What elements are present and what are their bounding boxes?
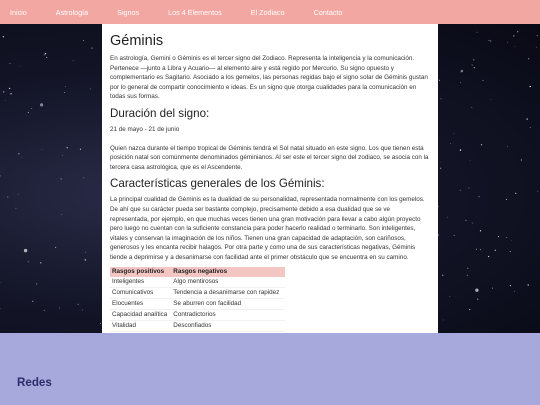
star	[528, 58, 529, 59]
star	[67, 147, 68, 148]
table-header-positive: Rasgos positivos	[110, 267, 171, 277]
star	[527, 118, 528, 119]
star	[10, 93, 11, 94]
table-cell: Comunicativos	[110, 287, 171, 298]
star	[465, 220, 466, 221]
table-header-row	[110, 267, 285, 277]
table-row	[110, 287, 285, 298]
star	[73, 60, 74, 61]
table-cell: Algo mentirosos	[171, 277, 285, 288]
table-cell: Vitalidad	[110, 320, 171, 331]
table-row	[110, 309, 285, 320]
star	[100, 323, 101, 324]
star	[3, 36, 4, 37]
star	[478, 196, 479, 197]
star	[32, 301, 33, 302]
star	[492, 288, 493, 289]
star	[16, 208, 17, 209]
star	[31, 108, 32, 109]
duration-dates: 21 de mayo - 21 de junio	[110, 125, 180, 133]
star	[510, 251, 511, 252]
traits-paragraph: La principal cualidad de Géminis es la dualidad de su personalidad, representada normalmente con los gemelos. De ahí que su carácter pueda ser bastante complejo, precisamente debido a esa dualidad que se ve representada, por ejemplo, en que muchas veces tienen una gran motivación para llevar a cabo algún proyecto pero luego no cuentan con la suficiente constancia para poder hacerlo realidad o terminarlo. Son inteligentes, vitales y conservan la imaginación de los niños. Tienen una gran capacidad de adaptación, son cariñosos, generosos y les encanta recibir halagos. Por otra parte y como una de sus características negativas, Géminis tiende a deprimirse y a desanimarse con facilidad ante el primer obstáculo que se encuentra en su camino.	[110, 196, 425, 261]
page-title: Géminis	[110, 33, 164, 49]
star	[28, 261, 29, 262]
star	[82, 310, 83, 311]
star	[440, 98, 441, 99]
nav-item-elementos[interactable]: Los 4 Elementos	[168, 7, 222, 17]
star	[440, 162, 441, 163]
star	[65, 86, 66, 87]
star	[514, 291, 515, 292]
star	[476, 249, 477, 250]
star	[20, 66, 21, 67]
star	[475, 289, 478, 292]
star	[536, 47, 537, 48]
star	[44, 310, 45, 311]
star	[62, 155, 63, 156]
nav-item-zodiaco[interactable]: El Zodiaco	[250, 7, 285, 17]
table-row	[110, 320, 285, 331]
star	[1, 282, 2, 283]
star	[0, 175, 1, 176]
star	[469, 309, 470, 310]
star	[521, 159, 522, 160]
star	[488, 256, 489, 257]
star	[530, 86, 531, 87]
star	[438, 206, 439, 207]
star	[40, 262, 41, 263]
star	[490, 99, 491, 100]
table-cell: Tendencia a desanimarse con rapidez	[171, 287, 285, 298]
star	[80, 149, 81, 150]
table-header-negative: Rasgos negativos	[171, 267, 285, 277]
star	[78, 304, 79, 305]
nav-item-astrologia[interactable]: Astrología	[55, 7, 89, 17]
star	[495, 250, 496, 251]
star	[21, 157, 22, 158]
duration-paragraph: Quien nazca durante el tiempo tropical de Géminis tendrá el Sol natal situado en este signo. Los que tienen esta posición natal son comúnmente denominados géminianos. Al ser este el tercer signo del zodiaco, se asocia con la tercera casa astrológica, que es el Ascendente.	[110, 144, 429, 171]
traits-table	[110, 267, 285, 332]
star	[9, 63, 10, 64]
star	[537, 35, 538, 36]
nav-item-contacto[interactable]: Contacto	[313, 7, 343, 17]
table-cell: Capacidad analítica	[110, 309, 171, 320]
table-cell: Se aburren con facilidad	[171, 298, 285, 309]
star	[467, 268, 468, 269]
star	[36, 283, 37, 284]
star	[447, 217, 448, 218]
duration-heading: Duración del signo:	[110, 106, 210, 120]
intro-paragraph: En astrología, Gemini o Géminis es el tercer signo del Zodiaco. Representa la inteligencia y la comunicación. Pertenece —junto a Libra y Acuario— al elemento aire y está regido por Mercurio. Su signo opuesto y complementario es Sagitario. Asociado a los gemelos, las personas regidas bajo el signo solar de Géminis gustan por lo general de compartir conocimiento e ideas. Es un signo que otorga cualidades para la comunicación en todas sus formas.	[110, 55, 428, 101]
table-cell: Elocuentes	[110, 298, 171, 309]
star	[513, 35, 514, 36]
star	[473, 59, 474, 60]
star	[530, 127, 531, 128]
star	[517, 31, 518, 32]
table-cell: Contradictorios	[171, 309, 285, 320]
star	[454, 235, 455, 236]
star	[480, 249, 481, 250]
footer-title: Redes	[17, 376, 52, 389]
star	[507, 146, 508, 147]
table-row	[110, 298, 285, 309]
star	[467, 275, 468, 276]
star	[460, 71, 461, 72]
star	[481, 144, 482, 145]
star	[474, 67, 475, 68]
star	[442, 275, 443, 276]
star	[515, 46, 516, 47]
star	[460, 190, 461, 191]
top-navigation	[0, 0, 540, 24]
star	[498, 236, 499, 237]
table-cell: Inteligentes	[110, 277, 171, 288]
article-content	[102, 24, 438, 333]
star	[85, 252, 86, 253]
star	[472, 64, 473, 65]
nav-item-signos[interactable]: Signos	[117, 7, 140, 17]
star	[477, 32, 478, 33]
star	[439, 80, 440, 81]
star	[83, 177, 84, 178]
star	[24, 249, 27, 252]
traits-heading: Características generales de los Géminis:	[110, 177, 325, 191]
star	[528, 284, 529, 285]
star	[477, 299, 478, 300]
star	[460, 82, 461, 83]
star	[3, 91, 4, 92]
star	[480, 230, 481, 231]
star	[61, 178, 62, 179]
star	[471, 107, 472, 108]
star	[92, 48, 93, 49]
star	[472, 223, 473, 224]
footer	[0, 333, 540, 405]
star	[460, 149, 461, 150]
star	[28, 112, 29, 113]
star	[468, 188, 469, 189]
star	[18, 153, 19, 154]
star	[490, 41, 491, 42]
star	[450, 143, 451, 144]
star	[45, 53, 46, 54]
star	[42, 149, 43, 150]
star	[40, 103, 43, 106]
star	[510, 285, 511, 286]
star	[59, 307, 60, 308]
star	[506, 237, 507, 238]
star	[85, 259, 86, 260]
star	[489, 40, 490, 41]
star	[5, 100, 6, 101]
star	[90, 89, 91, 90]
star	[7, 196, 8, 197]
star	[454, 133, 455, 134]
table-row	[110, 277, 285, 288]
star	[507, 42, 508, 43]
star	[506, 199, 507, 200]
star	[515, 193, 516, 194]
star	[9, 88, 10, 89]
star	[449, 296, 450, 297]
table-cell: Desconfiados	[171, 320, 285, 331]
star	[537, 191, 538, 192]
star	[18, 194, 19, 195]
star	[61, 214, 62, 215]
star	[83, 40, 84, 41]
star	[64, 92, 65, 93]
nav-item-inicio[interactable]: Inicio	[10, 7, 27, 17]
star	[443, 320, 444, 321]
star	[46, 57, 47, 58]
star	[483, 80, 484, 81]
star	[55, 247, 56, 248]
star	[44, 54, 45, 55]
star	[470, 160, 471, 161]
star	[511, 240, 512, 241]
star	[440, 168, 441, 169]
